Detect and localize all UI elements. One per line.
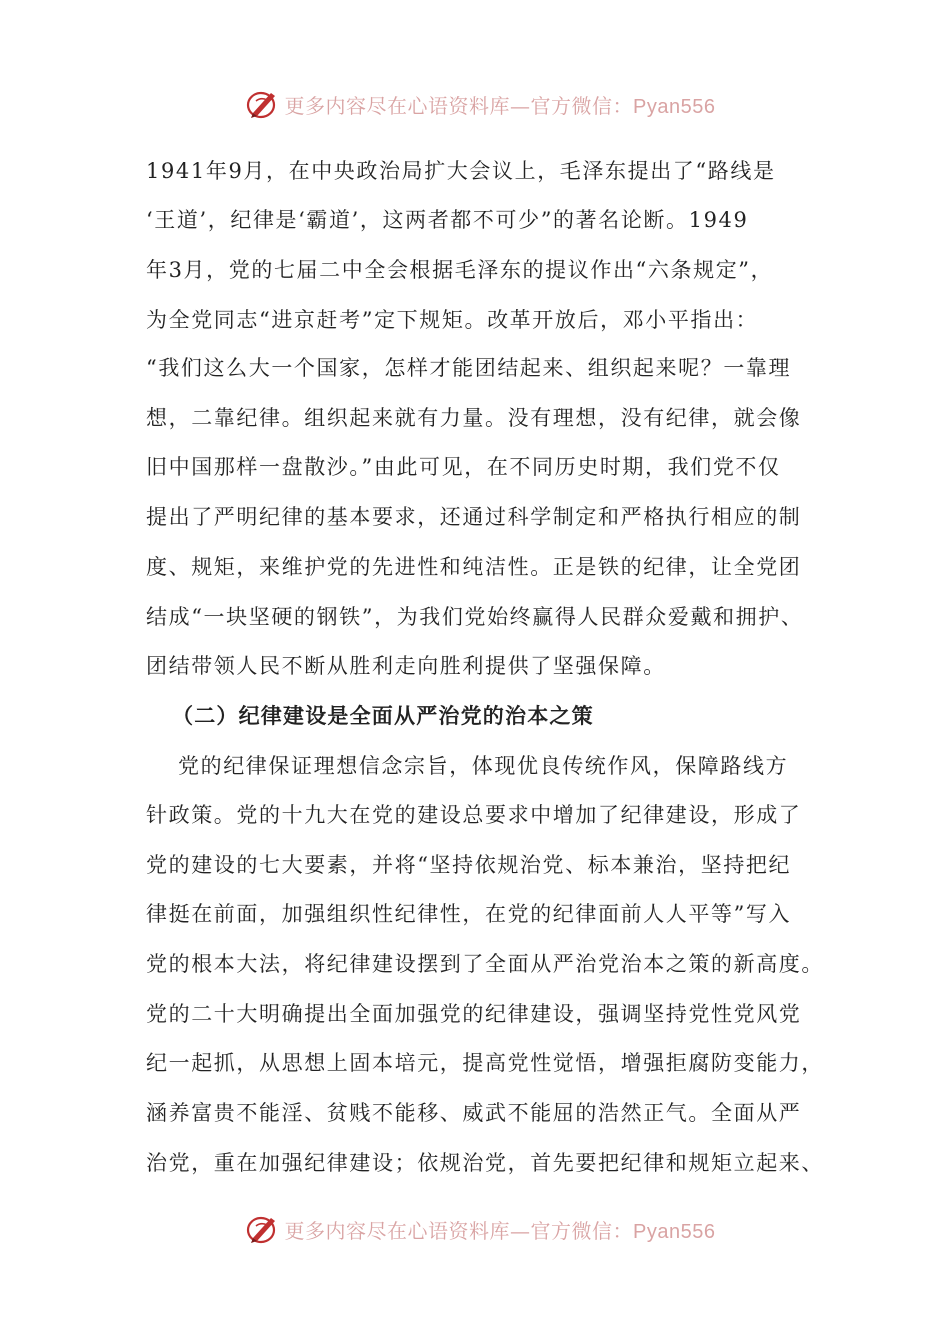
banner-label: 更多内容尽在心语资料库—官方微信： [284,93,634,118]
body-line: 纪一起抓，从思想上固本培元，提高党性觉悟，增强拒腐防变能力， [146,1051,824,1075]
body-line: 1941年9月，在中央政治局扩大会议上，毛泽东提出了“路线是 [146,159,776,183]
body-line: “我们这么大一个国家，怎样才能团结起来、组织起来呢？一靠理 [146,356,792,380]
body-line: 针政策。党的十九大在党的建设总要求中增加了纪律建设，形成了 [146,803,802,827]
section-heading: （二）纪律建设是全面从严治党的治本之策 [172,703,594,728]
body-line: 为全党同志“进京赶考”定下规矩。改革开放后，邓小平指出： [146,308,759,332]
body-line: 团结带领人民不断从胜利走向胜利提供了坚强保障。 [146,654,666,678]
body-line: 提出了严明纪律的基本要求，还通过科学制定和严格执行相应的制 [146,505,802,529]
body-line: 旧中国那样一盘散沙。”由此可见，在不同历史时期，我们党不仅 [146,455,781,479]
body-line: 涵养富贵不能淫、贫贱不能移、威武不能屈的浩然正气。全面从严 [146,1101,802,1125]
body-line: 党的根本大法，将纪律建设摆到了全面从严治党治本之策的新高度。 [146,952,824,976]
banner-text [285,90,716,119]
body-line: 党的纪律保证理想信念宗旨，体现优良传统作风，保障路线方 [178,754,789,778]
banner-text [285,1215,716,1244]
body-line: 结成“一块坚硬的钢铁”，为我们党始终赢得人民群众爱戴和拥护、 [146,605,804,629]
wechat-id: Pyan556 [633,95,716,118]
body-line: 想，二靠纪律。组织起来就有力量。没有理想，没有纪律，就会像 [146,406,802,430]
body-line: 党的二十大明确提出全面加强党的纪律建设，强调坚持党性党风党 [146,1002,802,1026]
body-line: 年3月，党的七届二中全会根据毛泽东的提议作出“六条规定”， [146,258,774,282]
body-line: 度、规矩，来维护党的先进性和纯洁性。正是铁的纪律，让全党团 [146,555,802,579]
wechat-id: Pyan556 [633,1220,716,1243]
pen-logo-icon [245,87,281,121]
footer-banner [0,1209,950,1249]
header-banner [0,84,950,124]
pen-logo-icon [245,1212,281,1246]
body-line: ‘王道’，纪律是‘霸道’，这两者都不可少”的著名论断。1949 [146,208,749,232]
body-line: 律挺在前面，加强组织性纪律性，在党的纪律面前人人平等”写入 [146,902,792,926]
body-line: 党的建设的七大要素，并将“坚持依规治党、标本兼治，坚持把纪 [146,853,792,877]
banner-label: 更多内容尽在心语资料库—官方微信： [284,1218,634,1243]
body-line: 治党，重在加强纪律建设；依规治党，首先要把纪律和规矩立起来、 [146,1151,824,1175]
